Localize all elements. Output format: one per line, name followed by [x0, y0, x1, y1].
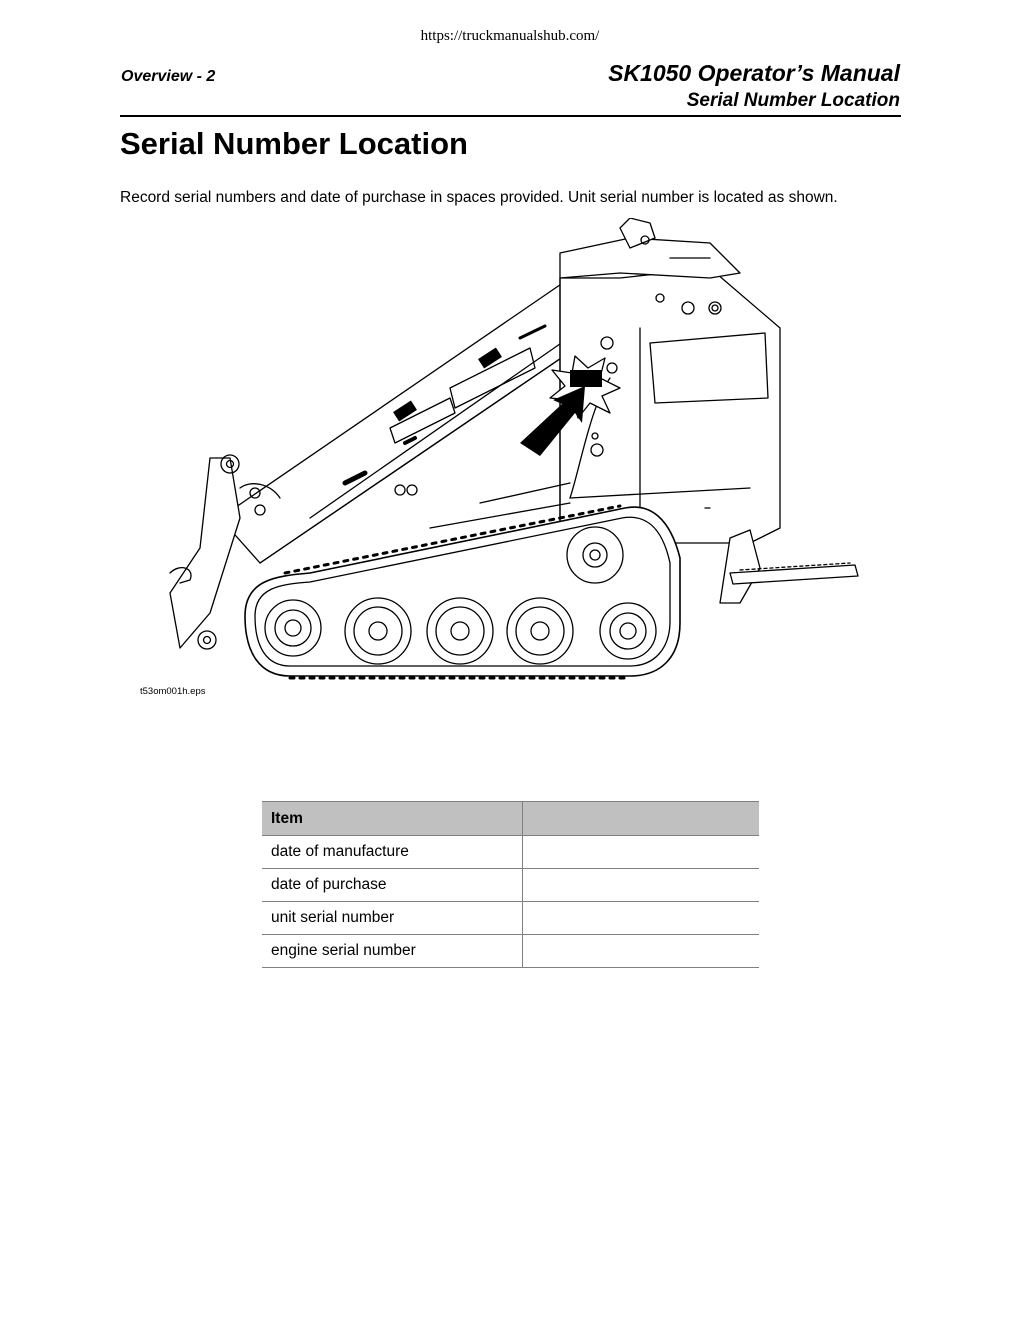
row-value — [523, 902, 760, 935]
table-row — [262, 869, 759, 902]
row-value — [523, 935, 760, 968]
row-value — [523, 836, 760, 869]
table-row — [262, 836, 759, 869]
row-label: date of manufacture — [262, 836, 523, 869]
table-row — [262, 935, 759, 968]
source-url: https://truckmanualshub.com/ — [420, 28, 600, 44]
rear-step — [720, 530, 858, 603]
row-label: engine serial number — [262, 935, 523, 968]
column-header-value — [523, 802, 760, 836]
manual-title: SK1050 Operator’s Manual — [608, 60, 900, 86]
page-title: Serial Number Location — [120, 126, 468, 161]
column-header-item: Item — [262, 802, 523, 836]
serial-record-table — [262, 801, 759, 968]
header-subtitle: Serial Number Location — [686, 90, 900, 111]
row-label: unit serial number — [262, 902, 523, 935]
header-divider — [120, 115, 901, 117]
machine-illustration — [150, 218, 870, 688]
section-page-label: Overview - 2 — [121, 68, 216, 85]
table-header-row — [262, 802, 759, 836]
track-assembly — [245, 506, 680, 678]
row-label: date of purchase — [262, 869, 523, 902]
figure-caption: t53om001h.eps — [140, 686, 206, 697]
table-row — [262, 902, 759, 935]
intro-paragraph: Record serial numbers and date of purchase in spaces provided. Unit serial number is located as shown. — [120, 189, 838, 206]
row-value — [523, 869, 760, 902]
